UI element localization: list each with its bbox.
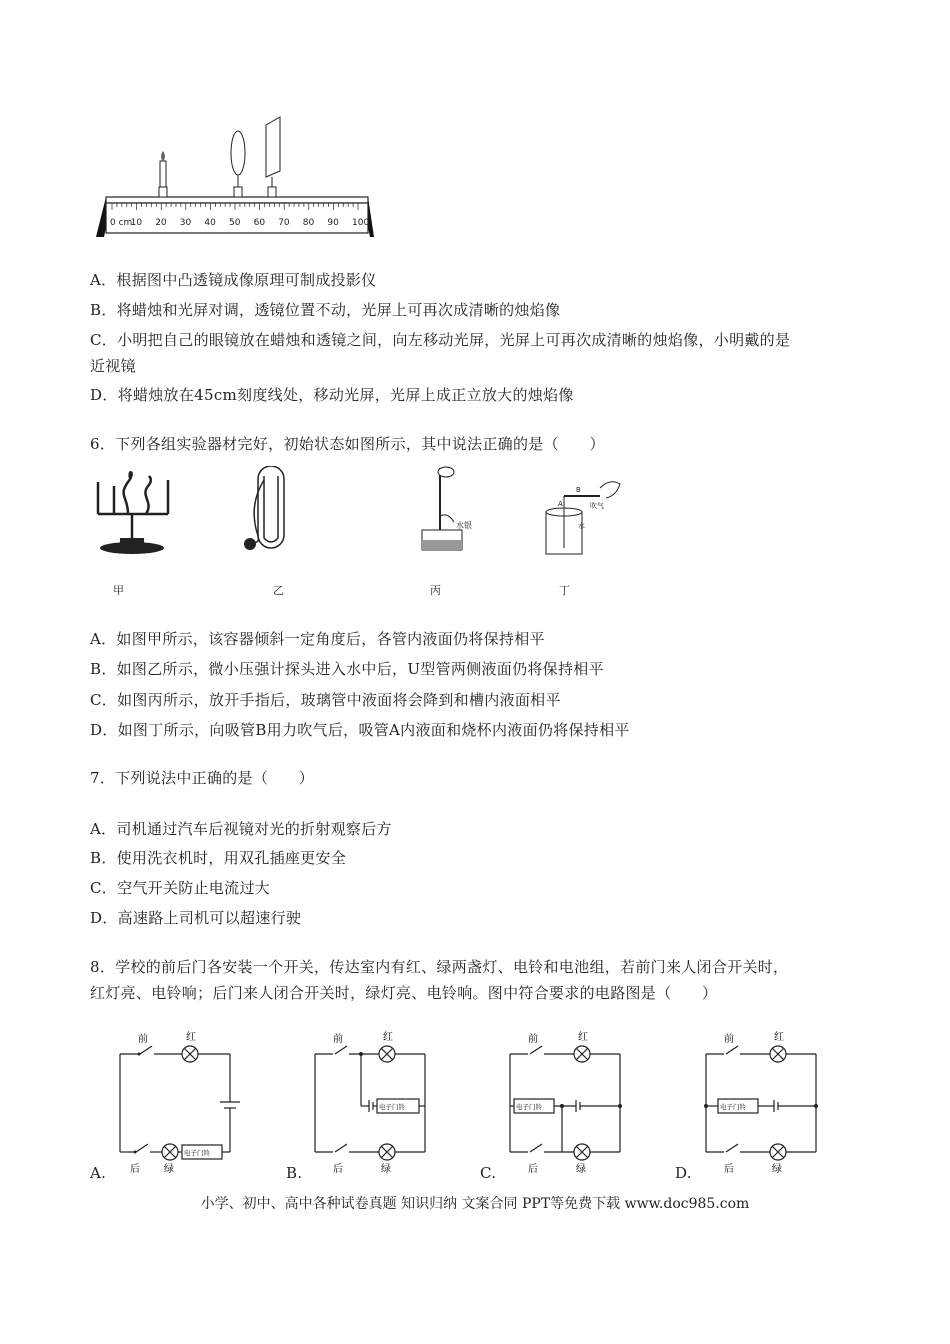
ruler-tick-label: 90 [327, 218, 339, 228]
circuit-diagram-c [506, 1030, 636, 1180]
q8-option-b-letter: B. [286, 1164, 303, 1182]
back-switch-label: 后 [724, 1164, 734, 1175]
fig-label-jia: 甲 [113, 584, 124, 597]
optical-bench-figure [92, 115, 382, 240]
circuit-diagram-d [702, 1030, 832, 1180]
bell-label: 电子门铃 [184, 1149, 210, 1157]
blowing-straw-apparatus [546, 482, 620, 554]
front-switch-label: 前 [724, 1034, 734, 1045]
ruler-tick-label: 20 [155, 218, 167, 228]
back-switch-label: 后 [130, 1164, 140, 1175]
red-lamp-label: 红 [186, 1032, 196, 1043]
red-lamp-label: 红 [774, 1032, 784, 1043]
pressure-gauge-apparatus [244, 466, 284, 550]
q6-stem: 6．下列各组实验器材完好，初始状态如图所示，其中说法正确的是（ ） [90, 435, 605, 453]
q5-option-b: B．将蜡烛和光屏对调，透镜位置不动，光屏上可再次成清晰的烛焰像 [90, 301, 561, 319]
ruler-tick-label: 30 [179, 218, 192, 228]
circuit-diagram-a [116, 1030, 246, 1180]
ruler-tick-label: 10 [130, 218, 143, 228]
green-lamp-label: 绿 [164, 1164, 174, 1175]
circuit-diagram-b [311, 1030, 441, 1180]
ruler-tick-label: 60 [253, 218, 266, 228]
convex-lens [231, 131, 245, 197]
q8-stem-line1: 8．学校的前后门各安装一个开关，传达室内有红、绿两盏灯、电铃和电池组，若前门来人闭合开关时， [90, 958, 789, 976]
front-switch-label: 前 [333, 1034, 343, 1045]
light-screen [266, 117, 280, 197]
front-switch-label: 前 [138, 1034, 148, 1045]
bell-label: 电子门铃 [720, 1103, 746, 1111]
q8-option-c-letter: C. [480, 1164, 497, 1182]
q6-option-b: B．如图乙所示，微小压强计探头进入水中后，U型管两侧液面仍将保持相平 [90, 660, 604, 678]
ruler-tick-label: 40 [204, 218, 216, 228]
fig-label-ding: 丁 [559, 584, 570, 597]
bench-rail-top [106, 197, 368, 203]
green-lamp-label: 绿 [772, 1164, 782, 1175]
candle [159, 151, 167, 197]
q5-option-a: A．根据图中凸透镜成像原理可制成投影仪 [90, 271, 377, 289]
ruler-tick-label: 70 [278, 218, 290, 228]
q5-option-c: C．小明把自己的眼镜放在蜡烛和透镜之间，向左移动光屏，光屏上可再次成清晰的烛焰像，小明戴的是 [90, 331, 791, 349]
fig-label-yi: 乙 [273, 584, 284, 597]
q8-stem-line2: 红灯亮、电铃响；后门来人闭合开关时，绿灯亮、电铃响。图中符合要求的电路图是（ ） [90, 984, 718, 1002]
front-switch-label: 前 [528, 1034, 538, 1045]
straw-b-label: B [576, 486, 581, 494]
bell-label: 电子门铃 [516, 1103, 542, 1111]
q6-option-d: D．如图丁所示，向吸管B用力吹气后，吸管A内液面和烧杯内液面仍将保持相平 [90, 721, 630, 739]
fig-label-bing: 丙 [430, 584, 441, 597]
connected-vessel-apparatus [98, 472, 168, 538]
q7-stem: 7．下列说法中正确的是（ ） [90, 769, 315, 787]
bell-label: 电子门铃 [379, 1103, 405, 1111]
q7-option-b: B．使用洗衣机时，用双孔插座更安全 [90, 849, 347, 867]
red-lamp-label: 红 [578, 1032, 588, 1043]
q7-option-d: D．高速路上司机可以超速行驶 [90, 909, 302, 927]
q8-option-a-letter: A. [90, 1164, 107, 1182]
q7-option-a: A．司机通过汽车后视镜对光的折射观察后方 [90, 820, 392, 838]
water-label: 水 [578, 522, 585, 530]
ruler-tick-label: 50 [229, 218, 241, 228]
q7-option-c: C．空气开关防止电流过大 [90, 879, 271, 897]
ruler-tick-label: 0 cm [110, 218, 133, 228]
green-lamp-label: 绿 [381, 1164, 391, 1175]
green-lamp-label: 绿 [576, 1164, 586, 1175]
mercury-label: 水银 [456, 521, 472, 530]
straw-a-label: A [558, 500, 563, 508]
torricelli-tube-apparatus [422, 467, 472, 550]
back-switch-label: 后 [333, 1164, 343, 1175]
q8-option-d-letter: D. [675, 1164, 692, 1182]
q5-option-c-cont: 近视镜 [90, 357, 136, 375]
back-switch-label: 后 [528, 1164, 538, 1175]
ruler-tick-label: 100 [352, 218, 370, 228]
red-lamp-label: 红 [383, 1032, 393, 1043]
q6-option-a: A．如图甲所示，该容器倾斜一定角度后，各管内液面仍将保持相平 [90, 630, 545, 648]
blow-label: 吹气 [590, 502, 604, 510]
page-footer: 小学、初中、高中各种试卷真题 知识归纳 文案合同 PPT等免费下载 www.doc985.com [200, 1196, 750, 1212]
q6-option-c: C．如图丙所示，放开手指后，玻璃管中液面将会降到和槽内液面相平 [90, 691, 561, 709]
q5-option-d: D．将蜡烛放在45cm刻度线处，移动光屏，光屏上成正立放大的烛焰像 [90, 386, 574, 404]
ruler-tick-label: 80 [302, 218, 315, 228]
